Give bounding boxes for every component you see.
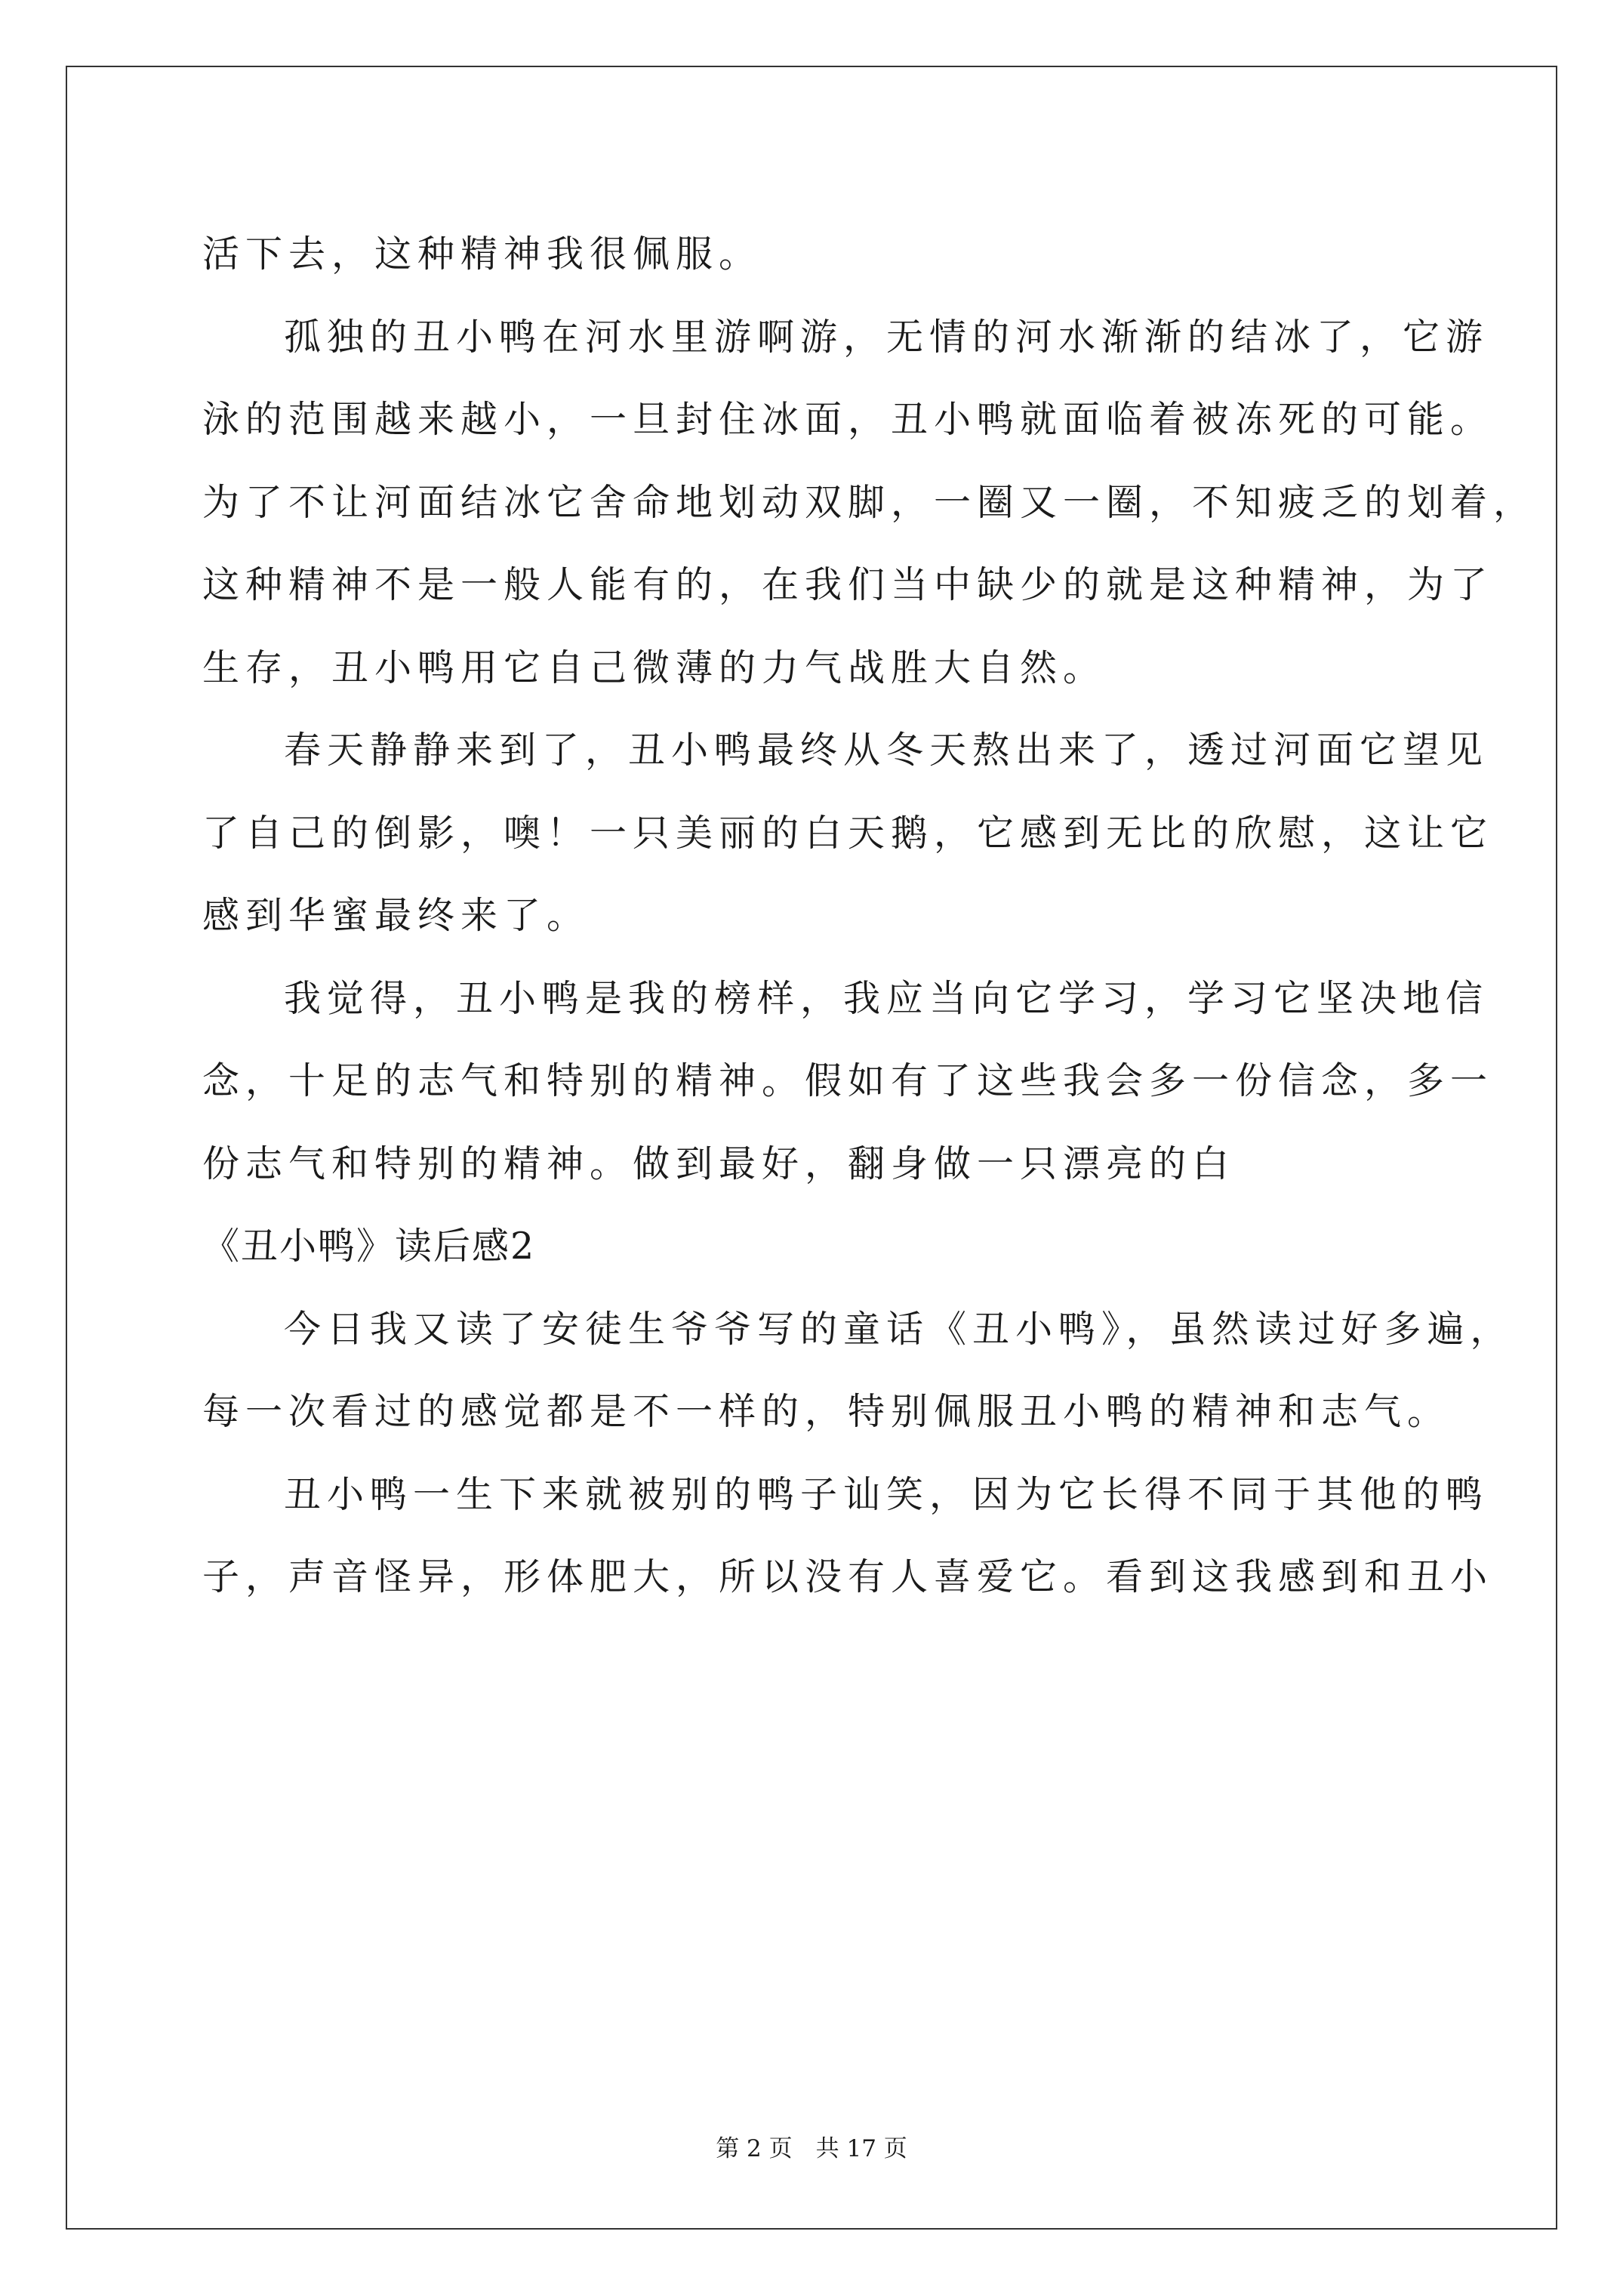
text-line-16: 丑小鸭一生下来就被别的鸭子讪笑，因为它长得不同于其他的鸭 bbox=[284, 1472, 1489, 1516]
document-body bbox=[202, 213, 1537, 1619]
text-line-9: 感到华蜜最终来了。 bbox=[202, 894, 590, 937]
text-line-1: 活下去，这种精神我很佩服。 bbox=[202, 233, 762, 276]
text-line-5: 这种精神不是一般人能有的，在我们当中缺少的就是这种精神，为了 bbox=[202, 563, 1494, 606]
text-line-7: 春天静静来到了，丑小鸭最终从冬天熬出来了，透过河面它望见 bbox=[284, 729, 1489, 772]
text-line-15: 每一次看过的感觉都是不一样的，特别佩服丑小鸭的精神和志气。 bbox=[202, 1390, 1451, 1433]
page-number-footer: 第 2 页 共 17 页 bbox=[716, 2135, 907, 2162]
text-line-3: 泳的范围越来越小，一旦封住冰面，丑小鸭就面临着被冻死的可能。 bbox=[202, 398, 1494, 441]
text-line-10: 我觉得，丑小鸭是我的榜样，我应当向它学习，学习它坚决地信 bbox=[284, 976, 1489, 1020]
text-line-2: 孤独的丑小鸭在河水里游啊游，无情的河水渐渐的结冰了，它游 bbox=[284, 315, 1489, 359]
text-line-4: 为了不让河面结冰它舍命地划动双脚，一圈又一圈，不知疲乏的划着， bbox=[202, 480, 1537, 524]
section-heading: 《丑小鸭》读后感2 bbox=[202, 1225, 536, 1268]
text-line-6: 生存，丑小鸭用它自己微薄的力气战胜大自然。 bbox=[202, 646, 1107, 689]
text-line-12: 份志气和特别的精神。做到最好，翻身做一只漂亮的白 bbox=[202, 1142, 1236, 1185]
text-line-11: 念，十足的志气和特别的精神。假如有了这些我会多一份信念，多一 bbox=[202, 1059, 1494, 1102]
text-line-14: 今日我又读了安徒生爷爷写的童话《丑小鸭》，虽然读过好多遍， bbox=[284, 1307, 1514, 1351]
text-line-17: 子，声音怪异，形体肥大，所以没有人喜爱它。看到这我感到和丑小 bbox=[202, 1555, 1494, 1598]
text-line-8: 了自己的倒影，噢！一只美丽的白天鹅，它感到无比的欣慰，这让它 bbox=[202, 811, 1494, 855]
